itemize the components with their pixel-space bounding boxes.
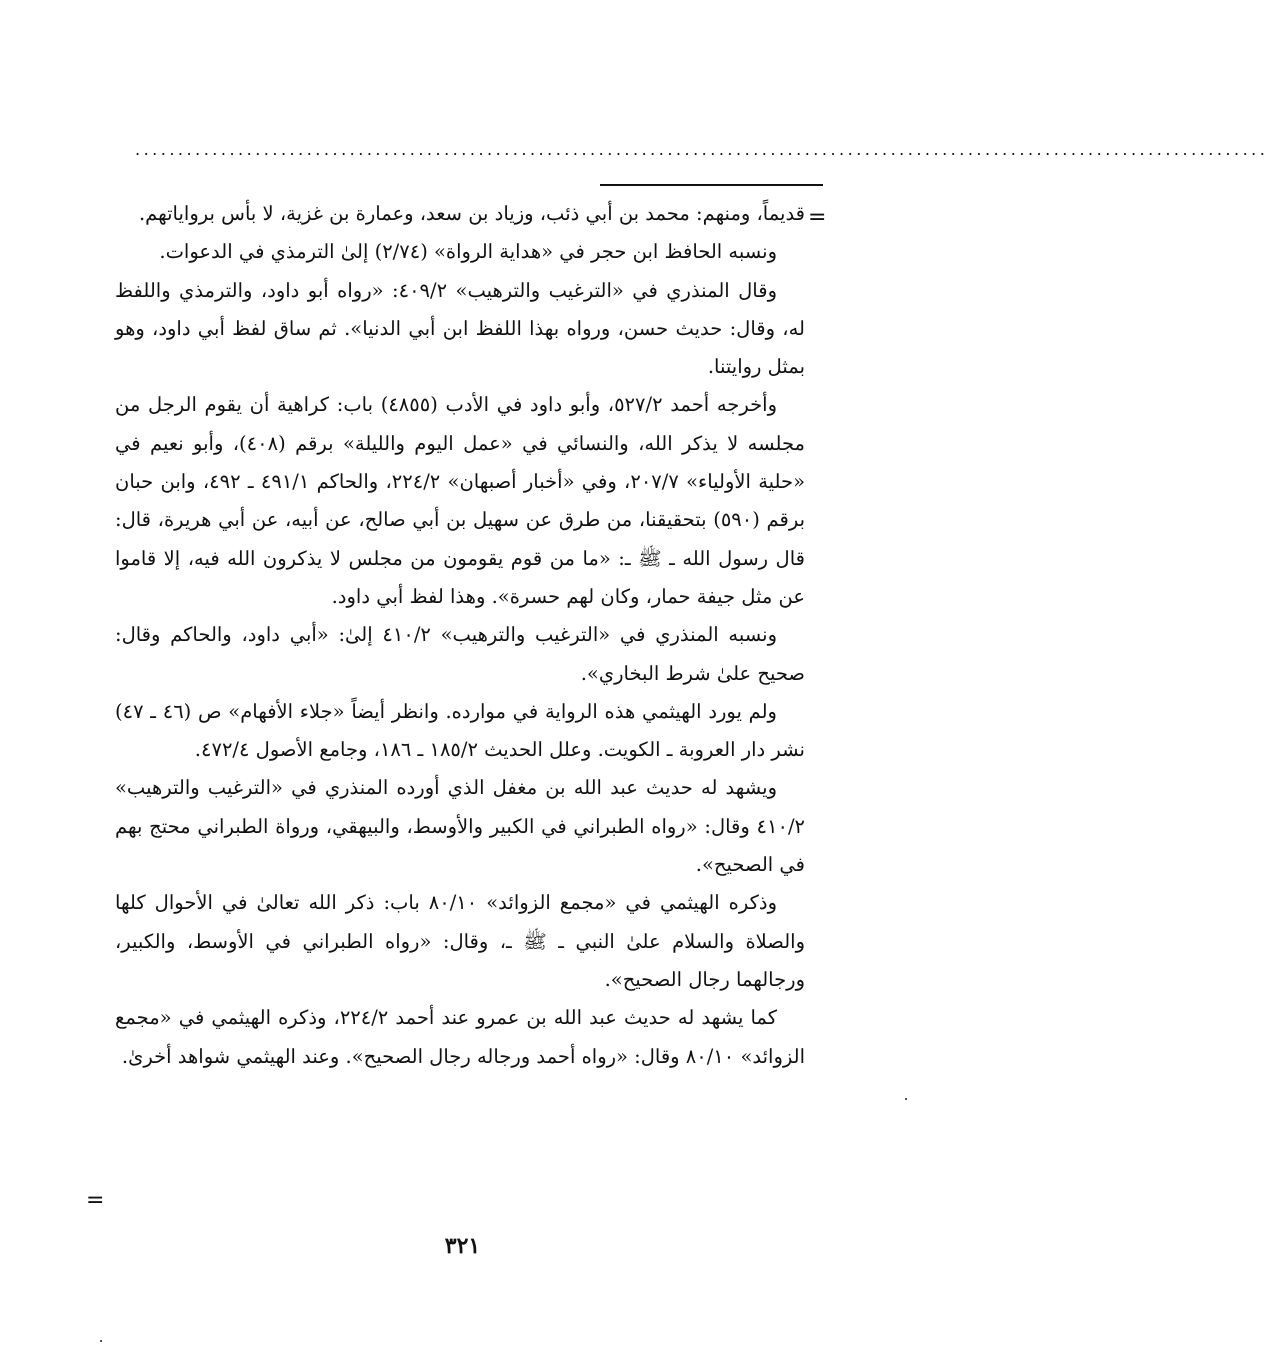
paragraph-2: ونسبه الحافظ ابن حجر في «هداية الرواة» (٢/٧٤) إلىٰ الترمذي في الدعوات. bbox=[159, 240, 777, 264]
scan-speck bbox=[905, 1098, 907, 1100]
continuation-mark-top: = bbox=[808, 205, 827, 230]
paragraph-4: وأخرجه أحمد ٥٢٧/٢، وأبو داود في الأدب (٤٨٥٥) باب: كراهية أن يقوم الرجل من مجلسه لا يذكر الله، والنسائي في «عمل اليوم والليلة» برقم (٤٠٨)، وأبو نعيم في «حلية الأولياء» ٢٠٧/٧، وفي «أخبار أصبهان» ٢٢٤/٢، والحاكم ٤٩١/١ ـ ٤٩٢، وابن حبان برقم (٥٩٠) بتحقيقنا، من طرق عن سهيل بن أبي صالح، عن أبيه، عن أبي هريرة، قال: قال رسول الله ـ ﷺ ـ: «ما من قوم يقومون من مجلس لا يذكرون الله فيه، إلا قاموا عن مثل جيفة حمار، وكان لهم حسرة». وهذا لفظ أبي داود. bbox=[115, 393, 806, 608]
paragraph-3: وقال المنذري في «الترغيب والترهيب» ٤٠٩/٢: «رواه أبو داود، والترمذي واللفظ له، وقال: حديث حسن، ورواه بهذا اللفظ ابن أبي الدنيا». ثم ساق لفظ أبي داود، وهو بمثل روايتنا. bbox=[115, 278, 805, 379]
paragraph-1: قديماً، ومنهم: محمد بن أبي ذئب، وزياد بن سعد، وعمارة بن غزية، لا بأس برواياتهم. bbox=[138, 202, 805, 225]
continuation-mark-bottom: = bbox=[86, 1188, 105, 1213]
footnote-body bbox=[115, 195, 805, 1076]
paragraph-9: كما يشهد له حديث عبد الله بن عمرو عند أحمد ٢٢٤/٢، وذكره الهيثمي في «مجمع الزوائد» ٨٠/١٠ وقال: «رواه أحمد ورجاله رجال الصحيح». وعند الهيثمي شواهد أخرىٰ. bbox=[115, 1006, 805, 1068]
paragraph-7: ويشهد له حديث عبد الله بن مغفل الذي أورده المنذري في «الترغيب والترهيب» ٤١٠/٢ وقال: «رواه الطبراني في الكبير والأوسط، والبيهقي، ورواة الطبراني محتج بهم في الصحيح». bbox=[115, 776, 805, 877]
paragraph-8: وذكره الهيثمي في «مجمع الزوائد» ٨٠/١٠ باب: ذكر الله تعالىٰ في الأحوال كلها والصلاة والسلام علىٰ النبي ـ ﷺ ـ، وقال: «رواه الطبراني في الأوسط، والكبير، ورجالهما رجال الصحيح». bbox=[115, 891, 805, 991]
page-number: ٣٢١ bbox=[444, 1233, 481, 1259]
paragraph-5: ونسبه المنذري في «الترغيب والترهيب» ٤١٠/٢ إلىٰ: «أبي داود، والحاكم وقال: صحيح علىٰ شرط البخاري». bbox=[115, 623, 805, 685]
paragraph-6: ولم يورد الهيثمي هذه الرواية في موارده. وانظر أيضاً «جلاء الأفهام» ص (٤٦ ـ ٤٧) نشر دار العروبة ـ الكويت. وعلل الحديث ١٨٥/٢ ـ ١٨٦، وجامع الأصول ٤٧٢/٤. bbox=[115, 699, 805, 762]
scan-speck bbox=[100, 1340, 102, 1342]
footnote-rule bbox=[600, 184, 823, 186]
dotted-separator: .................................................................................................................................... bbox=[135, 140, 1268, 159]
